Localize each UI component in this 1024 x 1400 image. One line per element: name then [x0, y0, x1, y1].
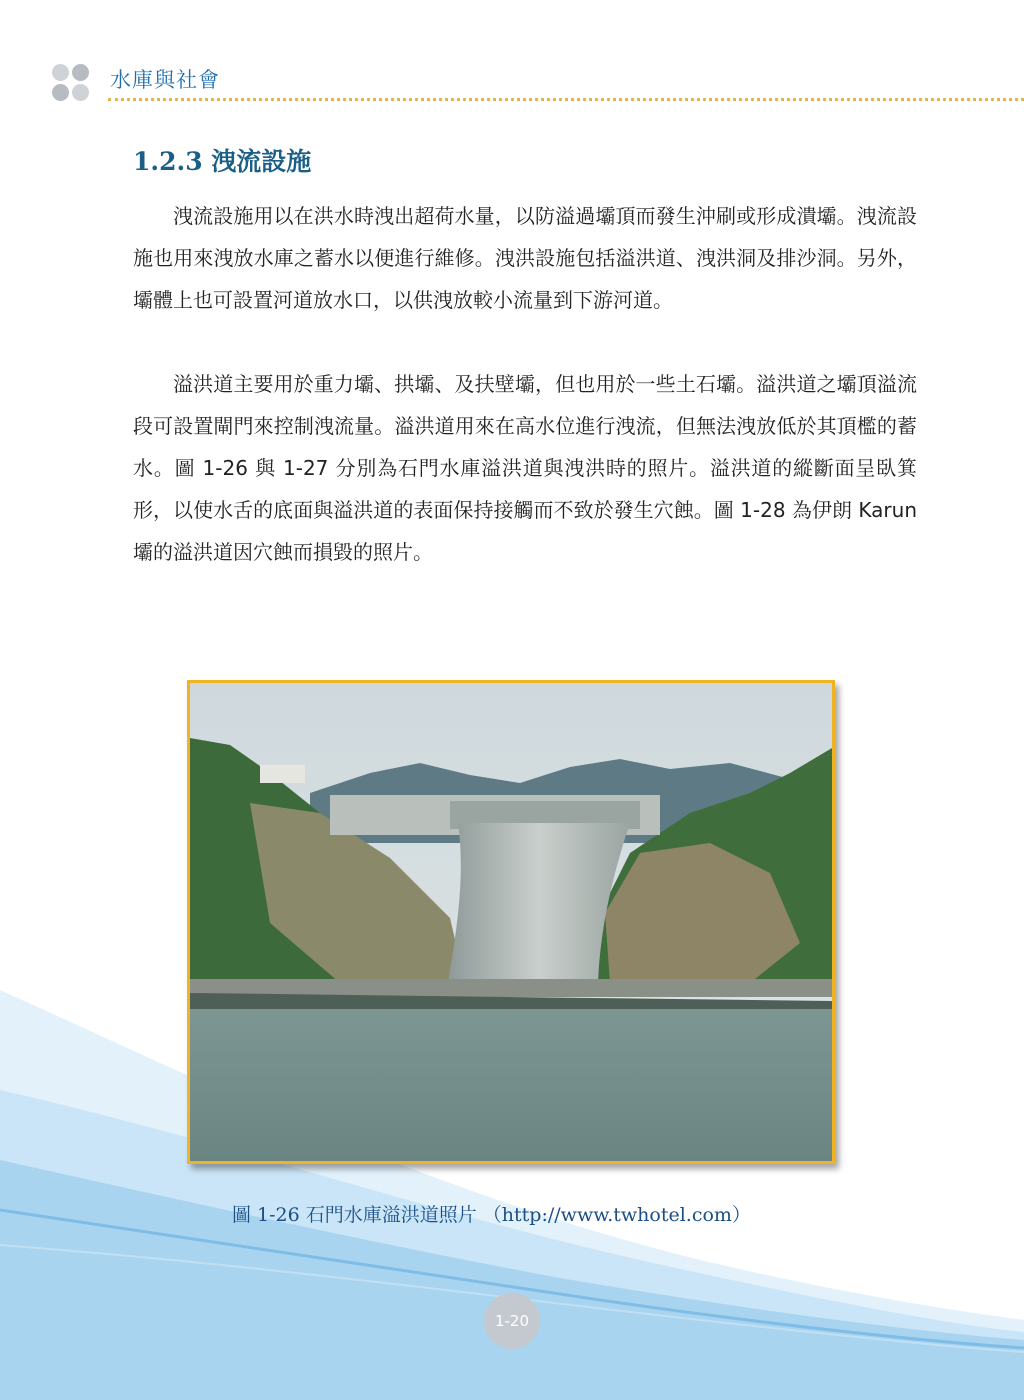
figure-caption: 圖 1-26 石門水庫溢洪道照片 （http://www.twhotel.com）: [232, 1204, 751, 1226]
section-heading: 1.2.3 洩流設施: [133, 147, 312, 176]
spillway-photo: [187, 680, 835, 1164]
page-number-badge: 1-20: [484, 1293, 540, 1349]
header-logo-dots: [52, 64, 92, 104]
header-dotted-rule: [108, 98, 1024, 101]
running-header-title: 水庫與社會: [110, 68, 220, 92]
body-paragraph-1: 洩流設施用以在洪水時洩出超荷水量，以防溢過壩頂而發生沖刷或形成潰壩。洩流設施也用來洩放水庫之蓄水以便進行維修。洩洪設施包括溢洪道、洩洪洞及排沙洞。另外，壩體上也可設置河道放水口，以供洩放較小流量到下游河道。: [133, 204, 917, 312]
body-paragraph-2: 溢洪道主要用於重力壩、拱壩、及扶壁壩，但也用於一些土石壩。溢洪道之壩頂溢流段可設置閘門來控制洩流量。溢洪道用來在高水位進行洩流，但無法洩放低於其頂檻的蓄水。圖 1-26 與 1-27 分別為石門水庫溢洪道與洩洪時的照片。溢洪道的縱斷面呈臥箕形，以使水舌的底面與溢洪道的表面保持接觸而不致於發生穴蝕。圖 1-28 為伊朗 Karun 壩的溢洪道因穴蝕而損毀的照片。: [133, 372, 917, 564]
